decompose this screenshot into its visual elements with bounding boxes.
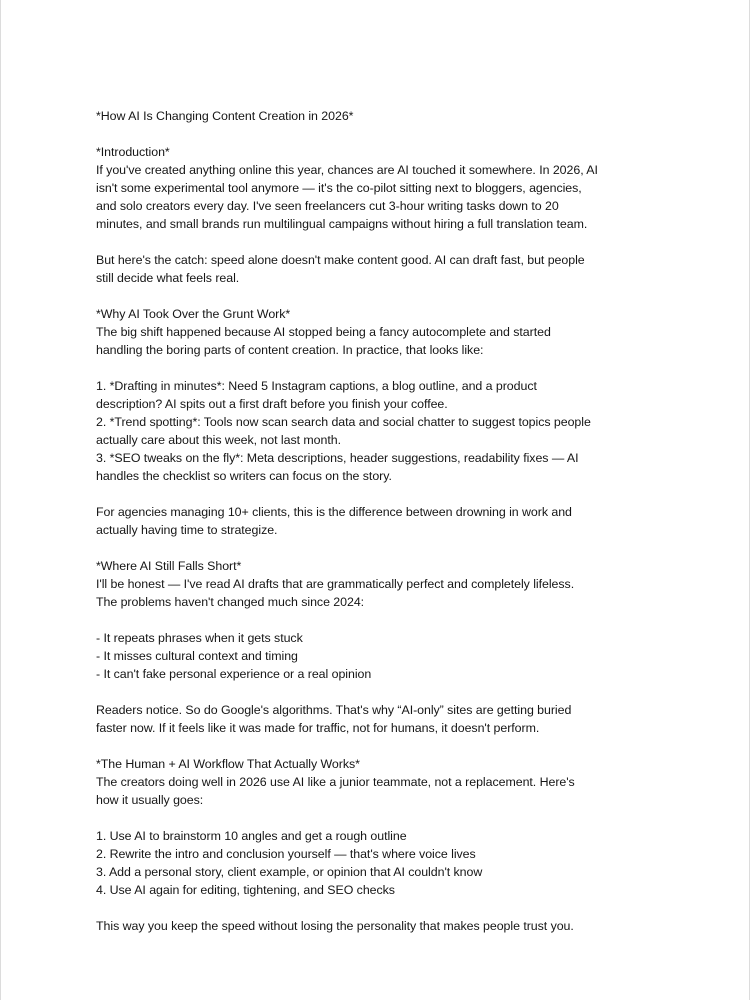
paragraph-line: isn't some experimental tool anymore — it's the co-pilot sitting next to bloggers, agencies, bbox=[96, 181, 582, 195]
paragraph-line: handling the boring parts of content creation. In practice, that looks like: bbox=[96, 343, 484, 357]
list-item: description? AI spits out a first draft before you finish your coffee. bbox=[96, 397, 448, 411]
falls-short-intro bbox=[96, 557, 656, 611]
grunt-work-intro bbox=[96, 305, 656, 359]
list-item: 1. Use AI to brainstorm 10 angles and get a rough outline bbox=[96, 829, 407, 843]
list-item: 2. *Trend spotting*: Tools now scan search data and social chatter to suggest topics people bbox=[96, 415, 591, 429]
grunt-work-outro bbox=[96, 503, 656, 539]
section-heading-introduction: *Introduction* bbox=[96, 145, 170, 159]
paragraph-line: The big shift happened because AI stopped being a fancy autocomplete and started bbox=[96, 325, 551, 339]
paragraph-line: actually having time to strategize. bbox=[96, 523, 278, 537]
intro-paragraph-1 bbox=[96, 143, 656, 233]
list-item: - It repeats phrases when it gets stuck bbox=[96, 631, 303, 645]
document-title: *How AI Is Changing Content Creation in 2026* bbox=[96, 109, 354, 123]
section-heading-falls-short: *Where AI Still Falls Short* bbox=[96, 559, 242, 573]
grunt-work-list bbox=[96, 377, 656, 485]
list-item: - It can't fake personal experience or a real opinion bbox=[96, 667, 372, 681]
list-item: - It misses cultural context and timing bbox=[96, 649, 298, 663]
document-body bbox=[96, 107, 656, 953]
paragraph-line: faster now. If it feels like it was made for traffic, not for humans, it doesn't perform. bbox=[96, 721, 540, 735]
closing-paragraph bbox=[96, 917, 656, 935]
paragraph-line: how it usually goes: bbox=[96, 793, 204, 807]
list-item: actually care about this week, not last month. bbox=[96, 433, 341, 447]
paragraph-line: minutes, and small brands run multilingual campaigns without hiring a full translation team. bbox=[96, 217, 588, 231]
list-item: 3. *SEO tweaks on the fly*: Meta descriptions, header suggestions, readability fixes — AI bbox=[96, 451, 579, 465]
paragraph-line: still decide what feels real. bbox=[96, 271, 240, 285]
paragraph-line: The problems haven't changed much since 2024: bbox=[96, 595, 365, 609]
document-title-block bbox=[96, 107, 656, 125]
list-item: 1. *Drafting in minutes*: Need 5 Instagram captions, a blog outline, and a product bbox=[96, 379, 537, 393]
paragraph-line: If you've created anything online this year, chances are AI touched it somewhere. In 2026, AI bbox=[96, 163, 598, 177]
paragraph-line: For agencies managing 10+ clients, this is the difference between drowning in work and bbox=[96, 505, 572, 519]
list-item: 2. Rewrite the intro and conclusion yourself — that's where voice lives bbox=[96, 847, 476, 861]
falls-short-outro bbox=[96, 701, 656, 737]
falls-short-list bbox=[96, 629, 656, 683]
list-item: handles the checklist so writers can focus on the story. bbox=[96, 469, 392, 483]
intro-paragraph-2 bbox=[96, 251, 656, 287]
paragraph-line: The creators doing well in 2026 use AI like a junior teammate, not a replacement. Here's bbox=[96, 775, 575, 789]
list-item: 4. Use AI again for editing, tightening, and SEO checks bbox=[96, 883, 395, 897]
paragraph-line: But here's the catch: speed alone doesn't make content good. AI can draft fast, but people bbox=[96, 253, 585, 267]
paragraph-line: This way you keep the speed without losing the personality that makes people trust you. bbox=[96, 919, 574, 933]
paragraph-line: I'll be honest — I've read AI drafts that are grammatically perfect and completely lifeless. bbox=[96, 577, 575, 591]
list-item: 3. Add a personal story, client example, or opinion that AI couldn't know bbox=[96, 865, 483, 879]
workflow-list bbox=[96, 827, 656, 899]
section-heading-grunt-work: *Why AI Took Over the Grunt Work* bbox=[96, 307, 291, 321]
paragraph-line: and solo creators every day. I've seen freelancers cut 3-hour writing tasks down to 20 bbox=[96, 199, 559, 213]
workflow-intro bbox=[96, 755, 656, 809]
paragraph-line: Readers notice. So do Google's algorithms. That's why “AI-only” sites are getting buried bbox=[96, 703, 572, 717]
section-heading-workflow: *The Human + AI Workflow That Actually Works* bbox=[96, 757, 360, 771]
